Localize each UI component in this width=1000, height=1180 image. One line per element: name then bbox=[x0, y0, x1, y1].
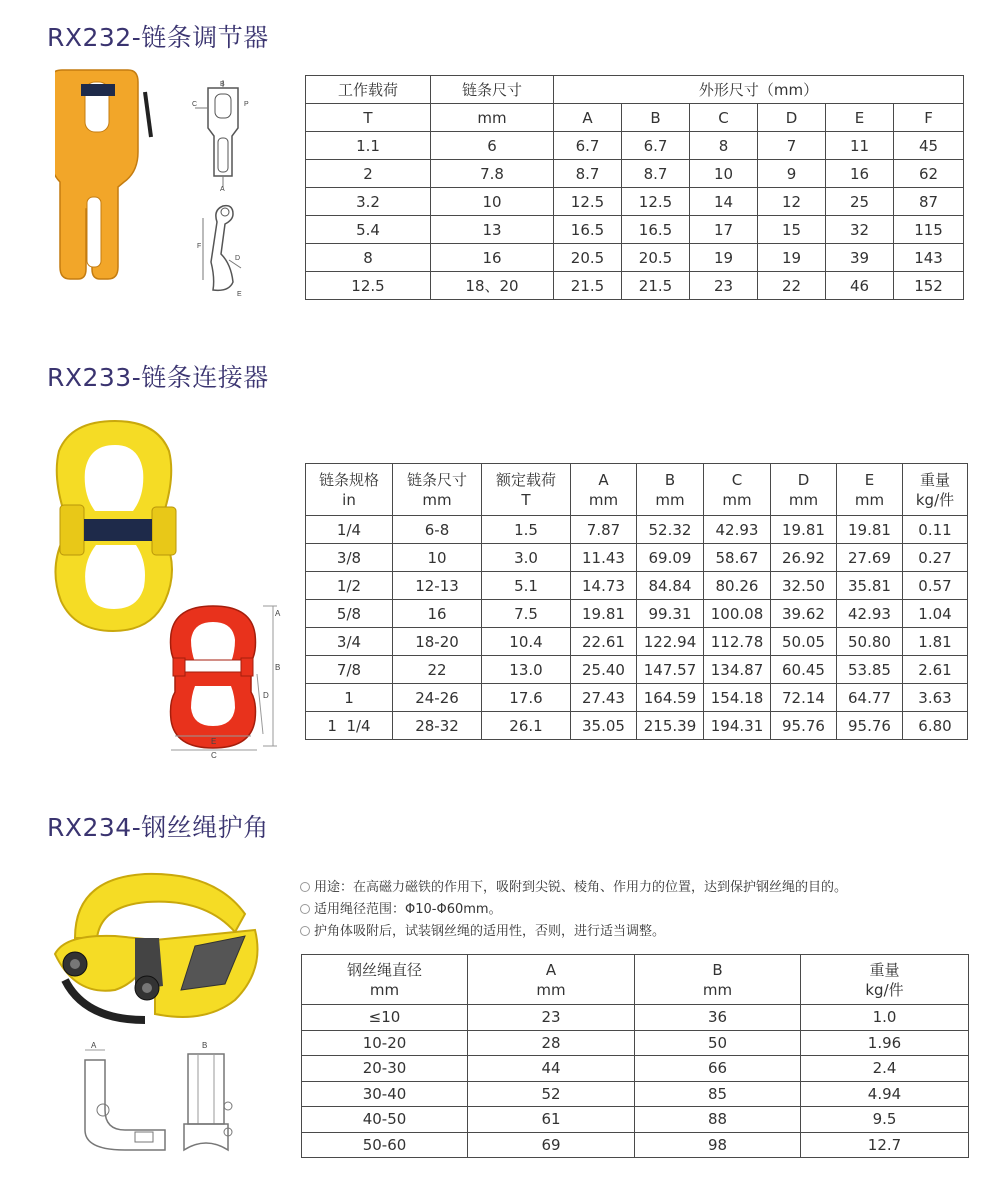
table-header-row bbox=[306, 464, 968, 516]
table-cell: 15 bbox=[758, 216, 826, 244]
table-cell: 0.57 bbox=[903, 572, 968, 600]
table-cell: 61 bbox=[468, 1107, 635, 1133]
table-cell: 25.40 bbox=[571, 656, 637, 684]
rx232-side-diagram bbox=[195, 200, 255, 300]
table-cell: 143 bbox=[894, 244, 964, 272]
table-cell: 53.85 bbox=[837, 656, 903, 684]
table-cell: 95.76 bbox=[771, 712, 837, 740]
header-unit: mm bbox=[722, 490, 752, 509]
table-cell: 4.94 bbox=[801, 1081, 969, 1107]
table-cell: 88 bbox=[635, 1107, 801, 1133]
table-cell: 44 bbox=[468, 1056, 635, 1082]
table-cell: 85 bbox=[635, 1081, 801, 1107]
table-row bbox=[306, 600, 968, 628]
table-cell: 23 bbox=[468, 1005, 635, 1031]
bullet-icon bbox=[300, 882, 310, 892]
header-line: A bbox=[545, 960, 557, 979]
table-cell: 20-30 bbox=[302, 1056, 468, 1082]
rx234-diagram-a bbox=[75, 1040, 175, 1160]
header-unit: mm bbox=[369, 980, 400, 999]
table-cell: 11 bbox=[826, 132, 894, 160]
bullet-icon bbox=[300, 926, 310, 936]
table-cell: 20.5 bbox=[622, 244, 690, 272]
table-row bbox=[306, 516, 968, 544]
header-cell bbox=[393, 464, 482, 516]
table-cell: 1.0 bbox=[801, 1005, 969, 1031]
table-cell: 3/8 bbox=[306, 544, 393, 572]
table-cell: 52.32 bbox=[637, 516, 704, 544]
header-unit: mm bbox=[854, 490, 885, 509]
table-cell: 11.43 bbox=[571, 544, 637, 572]
header-cell bbox=[637, 464, 704, 516]
table-cell: 69 bbox=[468, 1132, 635, 1158]
table-cell: 16 bbox=[393, 600, 482, 628]
table-cell: 16 bbox=[826, 160, 894, 188]
header-line: 钢丝绳直径 bbox=[346, 960, 422, 979]
table-cell: 95.76 bbox=[837, 712, 903, 740]
note-text: 用途：在高磁力磁铁的作用下，吸附到尖锐、棱角、作用力的位置，达到保护钢丝绳的目的。 bbox=[314, 880, 848, 895]
header-cell: mm bbox=[431, 104, 554, 132]
diagram-label: B bbox=[202, 1041, 208, 1050]
table-cell: 8 bbox=[690, 132, 758, 160]
table-cell: 35.81 bbox=[837, 572, 903, 600]
diagram-label: C bbox=[192, 101, 198, 108]
rx234-table-body bbox=[302, 955, 969, 1158]
table-cell: 17.6 bbox=[482, 684, 571, 712]
header-cell: 外形尺寸（mm） bbox=[554, 76, 964, 104]
table-cell: 28 bbox=[468, 1030, 635, 1056]
table-cell: 12 bbox=[758, 188, 826, 216]
header-cell bbox=[837, 464, 903, 516]
rx233-table bbox=[305, 463, 968, 740]
header-cell bbox=[468, 955, 635, 1005]
header-cell: T bbox=[306, 104, 431, 132]
table-cell: 1/2 bbox=[306, 572, 393, 600]
table-cell: 7 bbox=[758, 132, 826, 160]
table-cell: 87 bbox=[894, 188, 964, 216]
rx234-notes bbox=[300, 877, 847, 943]
header-line: 链条尺寸 bbox=[406, 470, 467, 489]
table-cell: 13.0 bbox=[482, 656, 571, 684]
header-line: B bbox=[712, 960, 723, 979]
table-row bbox=[306, 188, 964, 216]
table-cell: 122.94 bbox=[637, 628, 704, 656]
table-cell: 39.62 bbox=[771, 600, 837, 628]
table-cell: 100.08 bbox=[704, 600, 771, 628]
rx232-table bbox=[305, 75, 964, 300]
note-text: 护角体吸附后，试装钢丝绳的适用性，否则，进行适当调整。 bbox=[314, 924, 666, 939]
table-cell: 5.4 bbox=[306, 216, 431, 244]
header-cell: 链条尺寸 bbox=[431, 76, 554, 104]
table-cell: 27.69 bbox=[837, 544, 903, 572]
diagram-label: B bbox=[275, 663, 281, 672]
header-cell bbox=[771, 464, 837, 516]
table-cell: 1/4 bbox=[306, 516, 393, 544]
table-cell: 1.81 bbox=[903, 628, 968, 656]
header-unit: mm bbox=[536, 980, 566, 999]
table-cell: 22 bbox=[393, 656, 482, 684]
diagram-label: B bbox=[220, 81, 225, 88]
table-cell: 5.1 bbox=[482, 572, 571, 600]
header-unit: kg/件 bbox=[915, 490, 955, 509]
diagram-label: F bbox=[197, 243, 202, 250]
table-cell: 22.61 bbox=[571, 628, 637, 656]
rx233-title: RX233-链条连接器 bbox=[47, 363, 269, 392]
table-cell: 58.67 bbox=[704, 544, 771, 572]
diagram-label: D bbox=[235, 255, 241, 262]
table-cell: 6.80 bbox=[903, 712, 968, 740]
diagram-label: E bbox=[211, 737, 217, 746]
table-row bbox=[302, 1056, 969, 1082]
table-row bbox=[302, 1107, 969, 1133]
diagram-label: P bbox=[244, 101, 249, 108]
rx232-table-body bbox=[306, 132, 964, 300]
table-cell: 7.87 bbox=[571, 516, 637, 544]
table-cell: 1 bbox=[306, 684, 393, 712]
table-cell: 9.5 bbox=[801, 1107, 969, 1133]
table-cell: 6.7 bbox=[622, 132, 690, 160]
table-cell: 1.1 bbox=[306, 132, 431, 160]
table-cell: 6.7 bbox=[554, 132, 622, 160]
rx234-product-image bbox=[45, 868, 270, 1028]
table-cell: 98 bbox=[635, 1132, 801, 1158]
rx234-diagram-b bbox=[178, 1040, 238, 1160]
header-cell: D bbox=[758, 104, 826, 132]
table-cell: 27.43 bbox=[571, 684, 637, 712]
diagram-label: A bbox=[91, 1041, 97, 1050]
diagram-label: A bbox=[220, 186, 225, 193]
table-cell: 66 bbox=[635, 1056, 801, 1082]
table-cell: 16.5 bbox=[554, 216, 622, 244]
table-cell: 3/4 bbox=[306, 628, 393, 656]
table-cell: 10 bbox=[393, 544, 482, 572]
table-cell: 1.96 bbox=[801, 1030, 969, 1056]
table-cell: 26.92 bbox=[771, 544, 837, 572]
table-cell: 152 bbox=[894, 272, 964, 300]
table-cell: 99.31 bbox=[637, 600, 704, 628]
header-unit: in bbox=[342, 490, 356, 509]
table-cell: 80.26 bbox=[704, 572, 771, 600]
table-cell: 21.5 bbox=[554, 272, 622, 300]
table-row bbox=[306, 712, 968, 740]
table-cell: 50.80 bbox=[837, 628, 903, 656]
table-row bbox=[306, 684, 968, 712]
table-cell: 164.59 bbox=[637, 684, 704, 712]
table-cell: 5/8 bbox=[306, 600, 393, 628]
table-cell: 14.73 bbox=[571, 572, 637, 600]
table-cell: 19 bbox=[758, 244, 826, 272]
header-cell bbox=[704, 464, 771, 516]
table-cell: 50 bbox=[635, 1030, 801, 1056]
header-unit: mm bbox=[588, 490, 619, 509]
table-cell: 25 bbox=[826, 188, 894, 216]
table-cell: 7.8 bbox=[431, 160, 554, 188]
table-row bbox=[306, 544, 968, 572]
table-cell: 0.27 bbox=[903, 544, 968, 572]
diagram-label: A bbox=[275, 609, 281, 618]
header-cell: E bbox=[826, 104, 894, 132]
table-cell: 32.50 bbox=[771, 572, 837, 600]
table-row bbox=[302, 1030, 969, 1056]
table-cell: 19.81 bbox=[771, 516, 837, 544]
table-cell: 20.5 bbox=[554, 244, 622, 272]
header-line: 重量 bbox=[919, 470, 950, 489]
rx234-table bbox=[301, 954, 969, 1158]
diagram-label: D bbox=[263, 691, 269, 700]
table-cell: 112.78 bbox=[704, 628, 771, 656]
table-cell: 18-20 bbox=[393, 628, 482, 656]
rx232-title: RX232-链条调节器 bbox=[47, 23, 269, 52]
table-cell: 10 bbox=[690, 160, 758, 188]
header-line: 额定载荷 bbox=[495, 470, 556, 489]
table-cell: 69.09 bbox=[637, 544, 704, 572]
note-item bbox=[300, 921, 847, 943]
table-cell: 42.93 bbox=[837, 600, 903, 628]
table-cell: 7/8 bbox=[306, 656, 393, 684]
table-cell: 16 bbox=[431, 244, 554, 272]
table-row bbox=[306, 216, 964, 244]
table-cell: 12.7 bbox=[801, 1132, 969, 1158]
header-line: B bbox=[664, 470, 676, 489]
table-row bbox=[302, 1005, 969, 1031]
table-cell: 23 bbox=[690, 272, 758, 300]
table-cell: 10.4 bbox=[482, 628, 571, 656]
table-cell: 13 bbox=[431, 216, 554, 244]
table-cell: 50.05 bbox=[771, 628, 837, 656]
table-cell: 35.05 bbox=[571, 712, 637, 740]
table-cell: 60.45 bbox=[771, 656, 837, 684]
rx233-table-body bbox=[306, 464, 968, 740]
table-cell: 21.5 bbox=[622, 272, 690, 300]
header-cell bbox=[801, 955, 969, 1005]
table-cell: 52 bbox=[468, 1081, 635, 1107]
header-line: D bbox=[797, 470, 810, 489]
table-cell: 12-13 bbox=[393, 572, 482, 600]
table-cell: 45 bbox=[894, 132, 964, 160]
table-cell: 28-32 bbox=[393, 712, 482, 740]
table-cell: 32 bbox=[826, 216, 894, 244]
table-cell: 7.5 bbox=[482, 600, 571, 628]
table-cell: 8.7 bbox=[622, 160, 690, 188]
table-cell: 8 bbox=[306, 244, 431, 272]
table-row bbox=[306, 272, 964, 300]
table-cell: 147.57 bbox=[637, 656, 704, 684]
table-row bbox=[306, 160, 964, 188]
table-cell: 30-40 bbox=[302, 1081, 468, 1107]
table-cell: 115 bbox=[894, 216, 964, 244]
table-cell: 10 bbox=[431, 188, 554, 216]
header-line: 链条规格 bbox=[318, 470, 379, 489]
table-row bbox=[306, 628, 968, 656]
table-cell: 215.39 bbox=[637, 712, 704, 740]
table-cell: 8.7 bbox=[554, 160, 622, 188]
table-cell: 24-26 bbox=[393, 684, 482, 712]
header-unit: kg/件 bbox=[865, 980, 904, 999]
table-cell: 134.87 bbox=[704, 656, 771, 684]
table-cell: 154.18 bbox=[704, 684, 771, 712]
table-cell: 12.5 bbox=[554, 188, 622, 216]
header-line: E bbox=[864, 470, 875, 489]
table-row bbox=[306, 656, 968, 684]
table-cell: 14 bbox=[690, 188, 758, 216]
table-cell: 36 bbox=[635, 1005, 801, 1031]
note-item bbox=[300, 899, 847, 921]
table-cell: 0.11 bbox=[903, 516, 968, 544]
table-cell: 72.14 bbox=[771, 684, 837, 712]
table-header-row bbox=[306, 104, 964, 132]
table-row bbox=[302, 1081, 969, 1107]
note-item bbox=[300, 877, 847, 899]
table-cell: 6 bbox=[431, 132, 554, 160]
header-cell: B bbox=[622, 104, 690, 132]
table-cell: 3.63 bbox=[903, 684, 968, 712]
diagram-label: C bbox=[211, 751, 217, 760]
header-unit: mm bbox=[702, 980, 733, 999]
table-cell: 6-8 bbox=[393, 516, 482, 544]
header-cell: F bbox=[894, 104, 964, 132]
table-cell: 46 bbox=[826, 272, 894, 300]
header-cell bbox=[482, 464, 571, 516]
header-unit: mm bbox=[422, 490, 452, 509]
table-cell: 42.93 bbox=[704, 516, 771, 544]
table-header-row bbox=[302, 955, 969, 1005]
rx234-title: RX234-钢丝绳护角 bbox=[47, 813, 269, 842]
diagram-label: E bbox=[237, 291, 242, 298]
header-line: A bbox=[598, 470, 609, 489]
table-header-row bbox=[306, 76, 964, 104]
table-cell: 22 bbox=[758, 272, 826, 300]
table-cell: 2 bbox=[306, 160, 431, 188]
table-cell: 19.81 bbox=[571, 600, 637, 628]
header-cell bbox=[306, 464, 393, 516]
header-cell bbox=[571, 464, 637, 516]
rx232-front-diagram bbox=[190, 78, 255, 193]
table-cell: 39 bbox=[826, 244, 894, 272]
table-cell: 18、20 bbox=[431, 272, 554, 300]
table-row bbox=[306, 572, 968, 600]
table-row bbox=[306, 132, 964, 160]
header-unit: mm bbox=[788, 490, 819, 509]
header-cell: A bbox=[554, 104, 622, 132]
table-cell: 3.0 bbox=[482, 544, 571, 572]
table-cell: 26.1 bbox=[482, 712, 571, 740]
table-cell: ≤10 bbox=[302, 1005, 468, 1031]
table-cell: 194.31 bbox=[704, 712, 771, 740]
header-line: 重量 bbox=[869, 960, 900, 979]
table-cell: 1.5 bbox=[482, 516, 571, 544]
table-cell: 1 1/4 bbox=[306, 712, 393, 740]
note-text: 适用绳径范围：Φ10-Φ60mm。 bbox=[314, 902, 502, 917]
table-cell: 50-60 bbox=[302, 1132, 468, 1158]
table-cell: 2.61 bbox=[903, 656, 968, 684]
header-cell: C bbox=[690, 104, 758, 132]
table-cell: 3.2 bbox=[306, 188, 431, 216]
table-cell: 12.5 bbox=[622, 188, 690, 216]
table-cell: 64.77 bbox=[837, 684, 903, 712]
header-line: C bbox=[731, 470, 743, 489]
rx232-product-image bbox=[55, 62, 170, 297]
header-cell: 工作载荷 bbox=[306, 76, 431, 104]
table-cell: 12.5 bbox=[306, 272, 431, 300]
table-cell: 62 bbox=[894, 160, 964, 188]
table-cell: 40-50 bbox=[302, 1107, 468, 1133]
header-cell bbox=[635, 955, 801, 1005]
table-cell: 84.84 bbox=[637, 572, 704, 600]
header-cell bbox=[302, 955, 468, 1005]
header-unit: T bbox=[521, 490, 531, 509]
header-cell bbox=[903, 464, 968, 516]
bullet-icon bbox=[300, 904, 310, 914]
table-cell: 9 bbox=[758, 160, 826, 188]
rx233-diagram bbox=[165, 600, 295, 760]
table-cell: 1.04 bbox=[903, 600, 968, 628]
table-cell: 16.5 bbox=[622, 216, 690, 244]
table-row bbox=[302, 1132, 969, 1158]
table-cell: 19.81 bbox=[837, 516, 903, 544]
table-cell: 2.4 bbox=[801, 1056, 969, 1082]
table-cell: 17 bbox=[690, 216, 758, 244]
header-unit: mm bbox=[655, 490, 685, 509]
table-cell: 19 bbox=[690, 244, 758, 272]
table-cell: 10-20 bbox=[302, 1030, 468, 1056]
table-row bbox=[306, 244, 964, 272]
